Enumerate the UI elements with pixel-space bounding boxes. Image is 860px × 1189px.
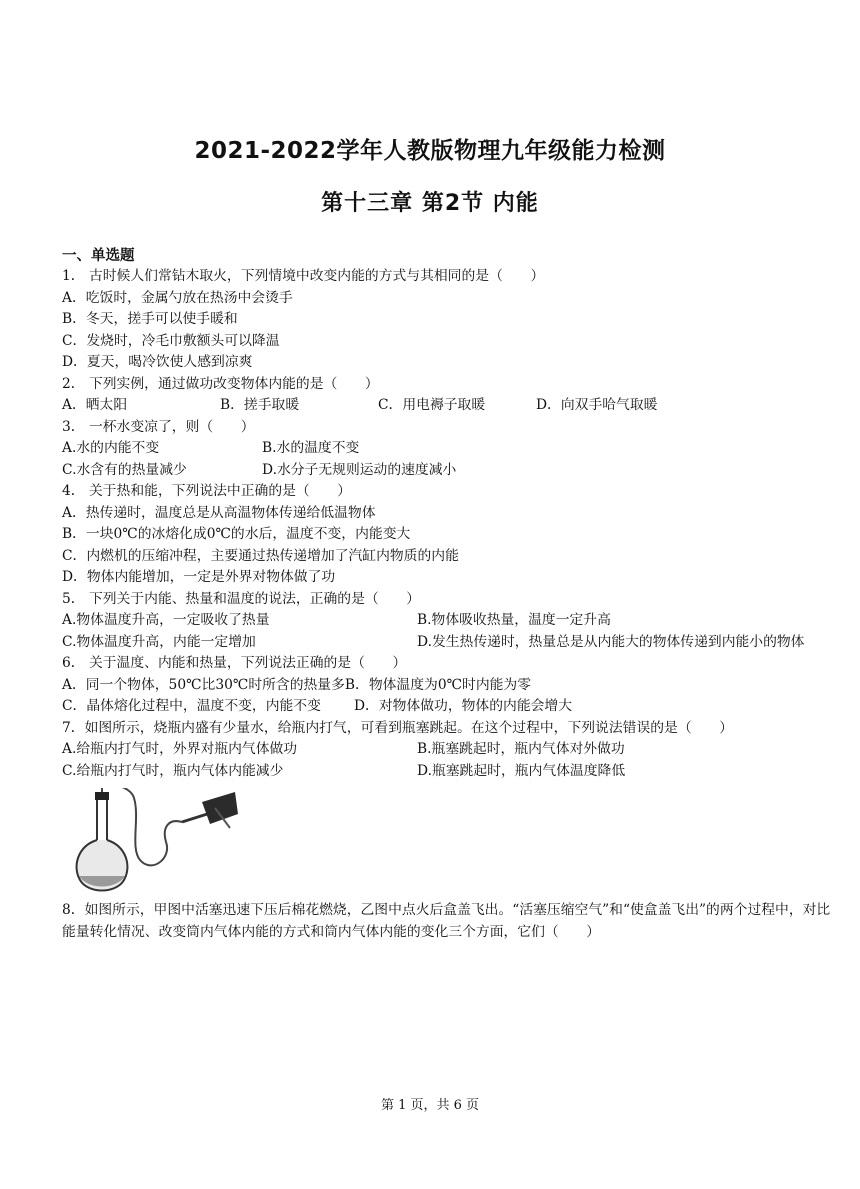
flask-pump-illustration [70,788,240,896]
question-2-options [62,395,842,417]
question-3-option-b: B.水的温度不变 [262,440,360,456]
question-5-options-ab [62,610,842,632]
question-5-stem: 5． 下列关于内能、热量和温度的说法，正确的是（ ） [62,590,421,607]
question-5-option-d: D.发生热传递时，热量总是从内能大的物体传递到内能小的物体 [417,633,805,650]
question-3-option-a: A.水的内能不变 [62,440,160,456]
question-3-stem: 3． 一杯水变凉了，则（ ） [62,418,255,435]
question-1-option-a: A．吃饭时，金属勺放在热汤中会烫手 [62,289,293,306]
question-5-option-c: C.物体温度升高，内能一定增加 [62,633,256,650]
question-3-options-ab [62,438,842,460]
question-6-options-cd [62,696,842,718]
flask-pump-figure [70,788,240,896]
question-2-option-a: A．晒太阳 [62,397,128,413]
question-5-options-cd [62,632,842,654]
question-4-option-c: C．内燃机的压缩冲程，主要通过热传递增加了汽缸内物质的内能 [62,547,459,564]
question-6-option-d: D．对物体做功，物体的内能会增大 [354,698,573,714]
question-7-options-ab [62,739,842,761]
question-8-stem: 8．如图所示，甲图中活塞迅速下压后棉花燃烧，乙图中点火后盒盖飞出。“活塞压缩空气”和“使盒盖飞出”的两个过程中，对比能量转化情况、改变筒内气体内能的方式和筒内气体内能的变化三个方面，它们（ ） [62,902,831,940]
question-2-stem: 2． 下列实例，通过做功改变物体内能的是（ ） [62,375,379,392]
page-title: 2021-2022学年人教版物理九年级能力检测 [194,138,666,164]
question-6-stem: 6． 关于温度、内能和热量，下列说法正确的是（ ） [62,655,407,671]
question-3-option-d: D.水分子无规则运动的速度减小 [262,461,457,478]
question-4-option-d: D．物体内能增加，一定是外界对物体做了功 [62,569,336,585]
question-list [62,266,842,943]
question-5-option-b: B.物体吸收热量，温度一定升高 [417,612,611,628]
question-1-option-b: B．冬天，搓手可以使手暖和 [62,311,238,327]
question-6-option-c: C．晶体熔化过程中，温度不变，内能不变 [62,698,321,714]
question-4-stem: 4． 关于热和能，下列说法中正确的是（ ） [62,483,352,499]
question-7-option-b: B.瓶塞跳起时，瓶内气体对外做功 [417,741,625,757]
question-3-options-cd [62,460,842,482]
question-6-options-ab: A．同一个物体，50℃比30℃时所含的热量多B．物体温度为0℃时内能为零 [62,676,532,693]
page-number-footer: 第 1 页，共 6 页 [380,1098,480,1113]
chapter-subtitle: 第十三章 第2节 内能 [321,191,539,216]
question-1-option-c: C．发烧时，冷毛巾敷额头可以降温 [62,332,280,349]
question-7-option-a: A.给瓶内打气时，外界对瓶内气体做功 [62,741,298,757]
question-4-option-a: A．热传递时，温度总是从高温物体传递给低温物体 [62,504,376,521]
question-1-option-d: D．夏天，喝冷饮使人感到凉爽 [62,354,253,370]
question-7-options-cd [62,761,842,783]
question-7-option-d: D.瓶塞跳起时，瓶内气体温度降低 [417,762,626,779]
question-2-option-d: D．向双手哈气取暖 [536,397,658,413]
section-heading: 一、单选题 [62,247,135,264]
question-5-option-a: A.物体温度升高，一定吸收了热量 [62,612,270,628]
question-2-option-c: C．用电褥子取暖 [378,397,486,413]
question-7-stem: 7．如图所示，烧瓶内盛有少量水，给瓶内打气，可看到瓶塞跳起。在这个过程中，下列说法错误的是（ ） [62,719,734,736]
question-3-option-c: C.水含有的热量减少 [62,461,187,478]
question-4-option-b: B．一块0℃的冰熔化成0℃的水后，温度不变，内能变大 [62,526,411,542]
question-7-option-c: C.给瓶内打气时，瓶内气体内能减少 [62,762,284,779]
question-2-option-b: B．搓手取暖 [220,397,300,413]
question-1-stem: 1． 古时候人们常钻木取火，下列情境中改变内能的方式与其相同的是（ ） [62,268,545,284]
